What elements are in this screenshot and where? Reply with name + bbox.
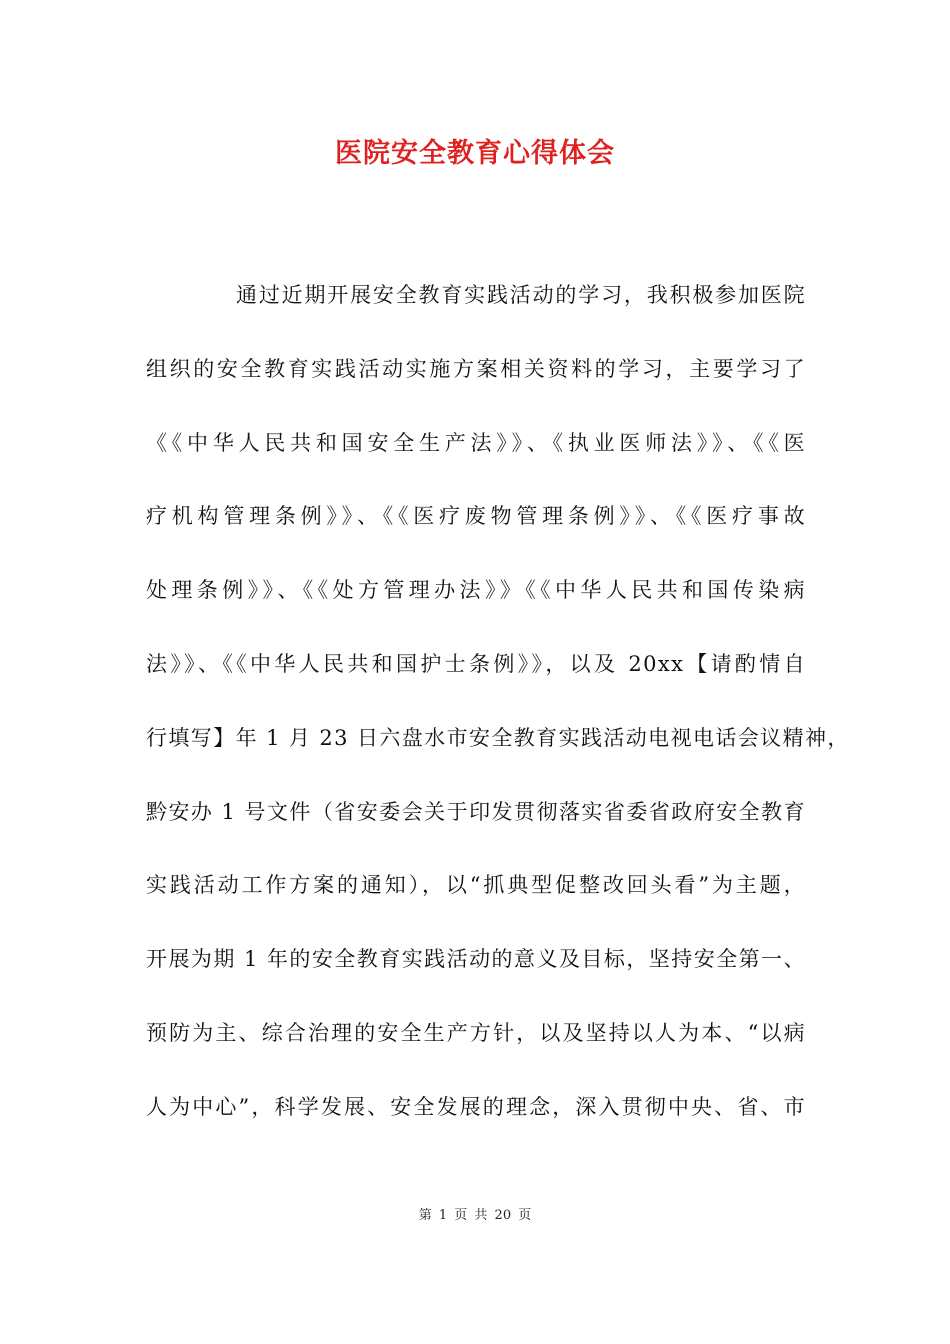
document-body bbox=[146, 273, 850, 1159]
paragraph-line: 开展为期 1 年的安全教育实践活动的意义及目标，坚持安全第一、 bbox=[146, 947, 806, 972]
paragraph-line: 疗机构管理条例》》、《《医疗废物管理条例》》、《《医疗事故 bbox=[146, 504, 806, 529]
page-number-footer: 第 1 页 共 20 页 bbox=[418, 1208, 532, 1223]
paragraph-line: 《《中华人民共和国安全生产法》》、《执业医师法》》、《《医 bbox=[146, 430, 806, 455]
paragraph-line: 人为中心”，科学发展、安全发展的理念，深入贯彻中央、省、市 bbox=[146, 1094, 806, 1119]
paragraph-line: 通过近期开展安全教育实践活动的学习，我积极参加医院 bbox=[236, 283, 806, 307]
paragraph-line: 实践活动工作方案的通知），以“抓典型促整改回头看”为主题， bbox=[146, 873, 806, 898]
paragraph-line: 处理条例》》、《《处方管理办法》》《《中华人民共和国传染病 bbox=[146, 578, 806, 603]
document-title: 医院安全教育心得体会 bbox=[335, 138, 615, 169]
paragraph-line: 行填写】年 1 月 23 日六盘水市安全教育实践活动电视电话会议精神， bbox=[146, 725, 850, 750]
paragraph-line: 黔安办 1 号文件（省安委会关于印发贯彻落实省委省政府安全教育 bbox=[146, 799, 806, 824]
paragraph-line: 法》》、《《中华人民共和国护士条例》》，以及 20xx【请酌情自 bbox=[146, 651, 806, 676]
paragraph-line: 组织的安全教育实践活动实施方案相关资料的学习，主要学习了 bbox=[146, 356, 806, 381]
paragraph-line: 预防为主、综合治理的安全生产方针，以及坚持以人为本、“以病 bbox=[146, 1020, 806, 1045]
